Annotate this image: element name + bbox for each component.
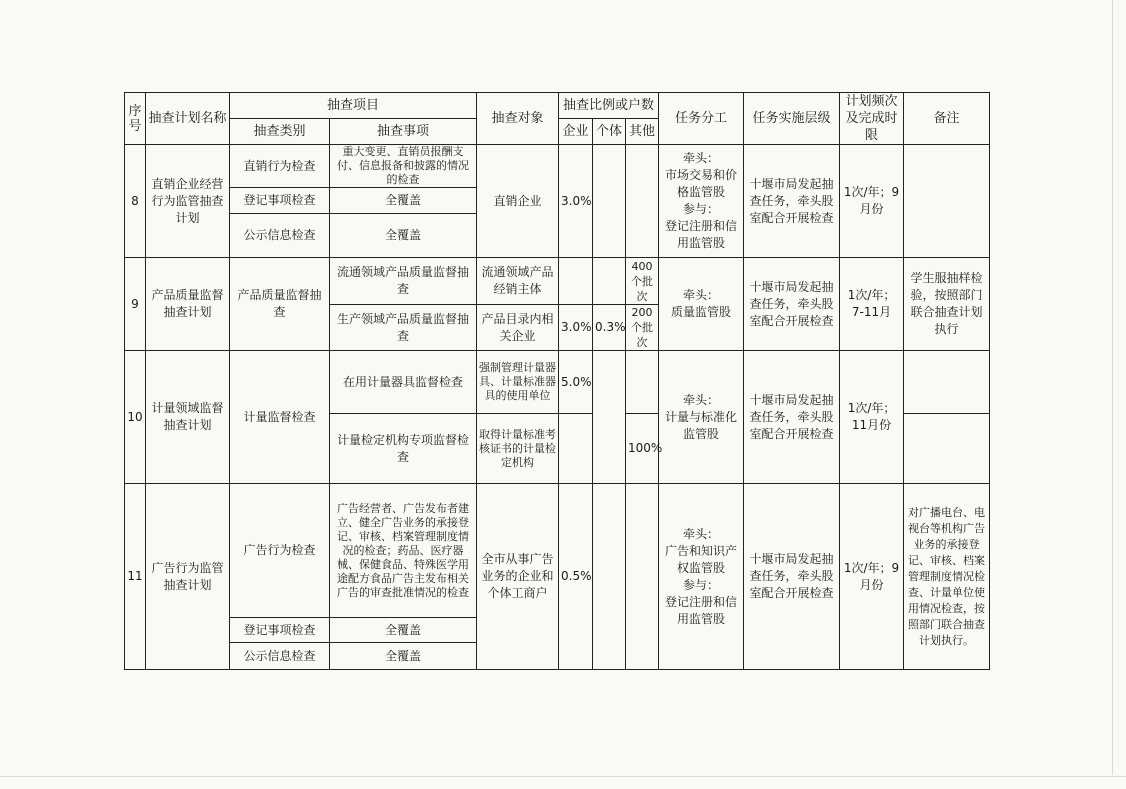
row8-division xyxy=(659,145,744,258)
row8-category-2: 登记事项检查 xyxy=(230,188,330,214)
header-project: 抽查项目 xyxy=(230,93,477,119)
row11-division-join-unit: 登记注册和信用监管股 xyxy=(665,594,738,626)
page-edge-bottom xyxy=(0,776,1126,777)
header-frequency: 计划频次及完成时限 xyxy=(840,93,904,145)
row9-frequency: 1次/年；7-11月 xyxy=(840,258,904,351)
row11-category-2: 登记事项检查 xyxy=(230,618,330,643)
row9-plan: 产品质量监督抽查计划 xyxy=(146,258,230,351)
row10-other-2: 100% xyxy=(626,414,659,484)
row10-remark-1 xyxy=(904,351,990,414)
row11-other xyxy=(626,484,659,670)
row11-division-join: 参与： xyxy=(683,577,720,592)
row8-other xyxy=(626,145,659,258)
inspection-plan-table xyxy=(124,92,990,670)
row10-enterprise-2 xyxy=(559,414,593,484)
header-remark: 备注 xyxy=(904,93,990,145)
row11-matter-1: 广告经营者、广告发布者建立、健全广告业务的承接登记、审核、档案管理制度情况的检查；药品、医疗器械、保健食品、特殊医学用途配方食品广告主发布相关广告的审查批准情况的检查 xyxy=(330,484,477,618)
row9-seq: 9 xyxy=(125,258,146,351)
row11-plan: 广告行为监管抽查计划 xyxy=(146,484,230,670)
header-individual: 个体 xyxy=(593,119,626,145)
row8-target: 直销企业 xyxy=(477,145,559,258)
row10-enterprise-1: 5.0% xyxy=(559,351,593,414)
row8-frequency: 1次/年；9月份 xyxy=(840,145,904,258)
row8-plan: 直销企业经营行为监管抽查计划 xyxy=(146,145,230,258)
header-category: 抽查类别 xyxy=(230,119,330,145)
row11-enterprise: 0.5% xyxy=(559,484,593,670)
row9-target-2: 产品目录内相关企业 xyxy=(477,305,559,351)
row9-enterprise-2: 3.0% xyxy=(559,305,593,351)
header-level: 任务实施层级 xyxy=(744,93,840,145)
row10-level: 十堰市局发起抽查任务，牵头股室配合开展检查 xyxy=(744,351,840,484)
header-target: 抽查对象 xyxy=(477,93,559,145)
row9-target-1: 流通领域产品经销主体 xyxy=(477,258,559,305)
row9-matter-2: 生产领域产品质量监督抽查 xyxy=(330,305,477,351)
row8-seq: 8 xyxy=(125,145,146,258)
row9-level: 十堰市局发起抽查任务，牵头股室配合开展检查 xyxy=(744,258,840,351)
row9-individual-2: 0.3% xyxy=(593,305,626,351)
header-row-1 xyxy=(125,93,990,119)
row10-seq: 10 xyxy=(125,351,146,484)
row8-individual xyxy=(593,145,626,258)
header-ratio: 抽查比例或户数 xyxy=(559,93,659,119)
table-row xyxy=(125,145,990,188)
row10-remark-2 xyxy=(904,414,990,484)
row10-other-1 xyxy=(626,351,659,414)
row11-division xyxy=(659,484,744,670)
row11-division-lead-unit: 广告和知识产权监管股 xyxy=(665,543,738,575)
row9-individual-1 xyxy=(593,258,626,305)
row11-category-1: 广告行为检查 xyxy=(230,484,330,618)
row9-division-lead-unit: 质量监管股 xyxy=(671,305,732,319)
row8-division-lead-unit: 市场交易和价格监管股 xyxy=(665,168,738,199)
row8-category-3: 公示信息检查 xyxy=(230,214,330,258)
row11-matter-3: 全覆盖 xyxy=(330,643,477,670)
row10-target-1: 强制管理计量器具、计量标准器具的使用单位 xyxy=(477,351,559,414)
row8-category-1: 直销行为检查 xyxy=(230,145,330,188)
row8-level: 十堰市局发起抽查任务，牵头股室配合开展检查 xyxy=(744,145,840,258)
row8-enterprise: 3.0% xyxy=(559,145,593,258)
row10-frequency: 1次/年；11月份 xyxy=(840,351,904,484)
row10-division-lead-unit: 计量与标准化监管股 xyxy=(665,409,738,441)
row9-other-1: 400个批次 xyxy=(626,258,659,305)
header-enterprise: 企业 xyxy=(559,119,593,145)
row10-target-2: 取得计量标准考核证书的计量检定机构 xyxy=(477,414,559,484)
row11-remark: 对广播电台、电视台等机构广告业务的承接登记、审核、档案管理制度情况检查、计量单位使用情况检查，按照部门联合抽查计划执行。 xyxy=(904,484,990,670)
row11-frequency: 1次/年；9月份 xyxy=(840,484,904,670)
row10-matter-1: 在用计量器具监督检查 xyxy=(330,351,477,414)
row11-target: 全市从事广告业务的企业和个体工商户 xyxy=(477,484,559,670)
row11-level: 十堰市局发起抽查任务，牵头股室配合开展检查 xyxy=(744,484,840,670)
row8-remark xyxy=(904,145,990,258)
row8-matter-2: 全覆盖 xyxy=(330,188,477,214)
row10-division-lead: 牵头： xyxy=(683,392,720,407)
row8-division-lead: 牵头： xyxy=(683,151,720,165)
row10-category: 计量监督检查 xyxy=(230,351,330,484)
header-seq: 序号 xyxy=(125,93,146,145)
row9-matter-1: 流通领域产品质量监督抽查 xyxy=(330,258,477,305)
row10-matter-2: 计量检定机构专项监督检查 xyxy=(330,414,477,484)
header-division: 任务分工 xyxy=(659,93,744,145)
row9-division-lead: 牵头： xyxy=(683,288,720,302)
table-row xyxy=(125,484,990,618)
row11-category-3: 公示信息检查 xyxy=(230,643,330,670)
header-matter: 抽查事项 xyxy=(330,119,477,145)
row10-division xyxy=(659,351,744,484)
header-plan-name: 抽查计划名称 xyxy=(146,93,230,145)
table-row xyxy=(125,258,990,305)
row8-matter-3: 全覆盖 xyxy=(330,214,477,258)
row11-seq: 11 xyxy=(125,484,146,670)
row11-division-lead: 牵头： xyxy=(683,526,720,541)
row10-plan: 计量领域监督抽查计划 xyxy=(146,351,230,484)
row11-matter-2: 全覆盖 xyxy=(330,618,477,643)
row10-individual xyxy=(593,351,626,484)
row8-division-join-unit: 登记注册和信用监管股 xyxy=(665,219,738,250)
row8-matter-1: 重大变更、直销员报酬支付、信息报备和披露的情况的检查 xyxy=(330,145,477,188)
table-row xyxy=(125,351,990,414)
row9-other-2: 200个批次 xyxy=(626,305,659,351)
row9-remark: 学生服抽样检验，按照部门联合抽查计划执行 xyxy=(904,258,990,351)
row9-category: 产品质量监督抽查 xyxy=(230,258,330,351)
row9-division xyxy=(659,258,744,351)
row9-enterprise-1 xyxy=(559,258,593,305)
page-edge-right xyxy=(1112,0,1113,775)
header-other: 其他 xyxy=(626,119,659,145)
row8-division-join: 参与： xyxy=(683,202,720,216)
row11-individual xyxy=(593,484,626,670)
